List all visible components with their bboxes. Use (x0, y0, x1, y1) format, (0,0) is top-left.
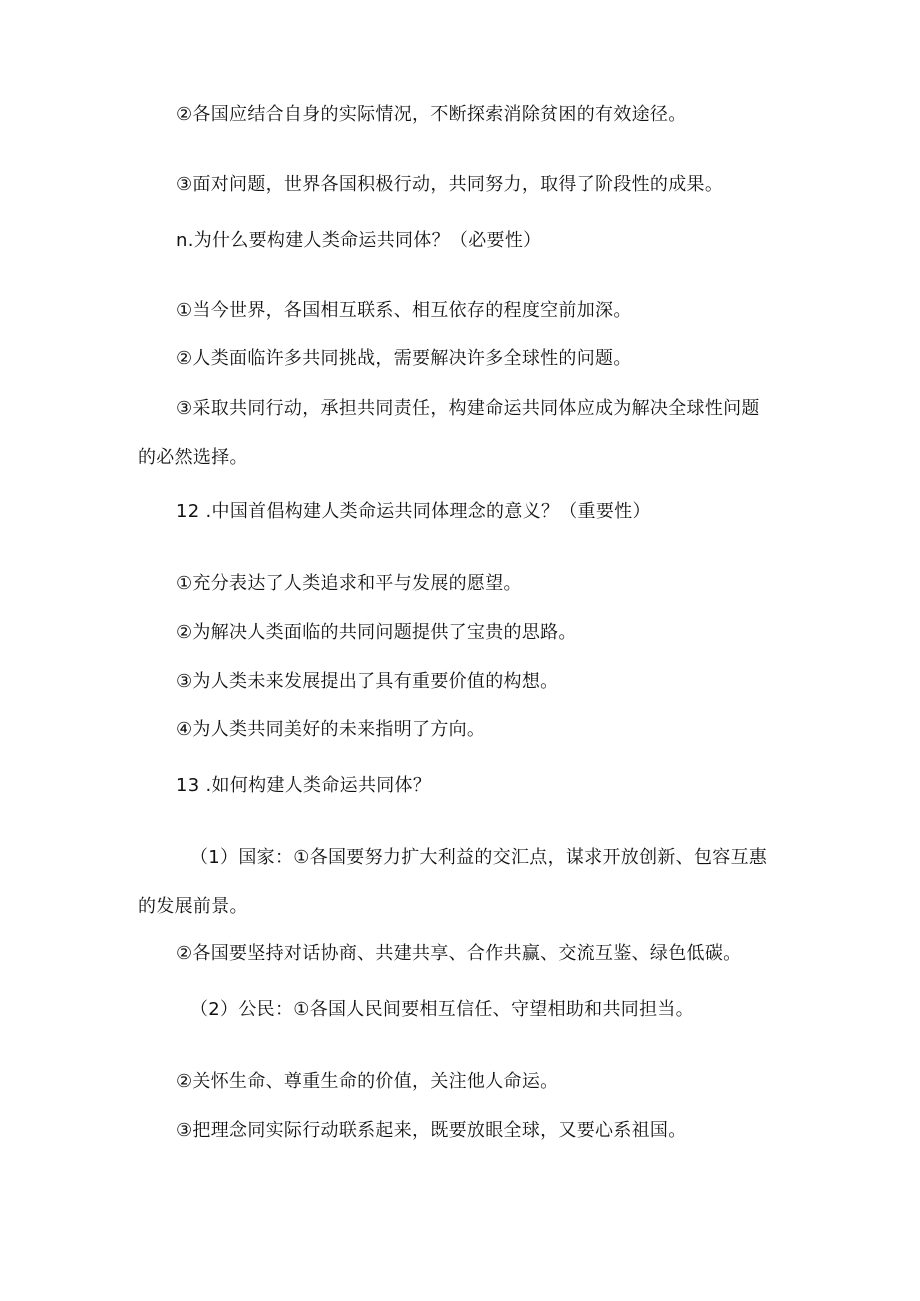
paragraph-line: ②各国应结合自身的实际情况，不断探索消除贫困的有效途径。 (176, 104, 687, 125)
paragraph-line: ④为人类共同美好的未来指明了方向。 (176, 719, 486, 740)
section-heading: 13 .如何构建人类命运共同体？ (176, 775, 432, 796)
paragraph-line: （2）公民：①各国人民间要相互信任、守望相助和共同担当。 (190, 999, 694, 1020)
paragraph-line-continuation: 的必然选择。 (138, 447, 248, 468)
paragraph-line-continuation: 的发展前景。 (138, 896, 248, 917)
section-heading: 12 .中国首倡构建人类命运共同体理念的意义？（重要性） (176, 501, 651, 522)
paragraph-line: ①当今世界，各国相互联系、相互依存的程度空前加深。 (176, 300, 632, 321)
paragraph-line: （1）国家：①各国要努力扩大利益的交汇点，谋求开放创新、包容互惠 (190, 847, 768, 868)
paragraph-line: ③把理念同实际行动联系起来，既要放眼全球，又要心系祖国。 (176, 1120, 687, 1141)
section-heading: n.为什么要构建人类命运共同体？（必要性） (176, 230, 542, 251)
paragraph-line: ②人类面临许多共同挑战，需要解决许多全球性的问题。 (176, 348, 632, 369)
paragraph-line: ②各国要坚持对话协商、共建共享、合作共赢、交流互鉴、绿色低碳。 (176, 943, 742, 964)
paragraph-line: ②为解决人类面临的共同问题提供了宝贵的思路。 (176, 622, 577, 643)
paragraph-line: ③面对问题，世界各国积极行动，共同努力，取得了阶段性的成果。 (176, 174, 724, 195)
paragraph-line: ①充分表达了人类追求和平与发展的愿望。 (176, 573, 522, 594)
paragraph-line: ③为人类未来发展提出了具有重要价值的构想。 (176, 671, 559, 692)
paragraph-line: ②关怀生命、尊重生命的价值，关注他人命运。 (176, 1071, 559, 1092)
paragraph-line: ③采取共同行动，承担共同责任，构建命运共同体应成为解决全球性问题 (176, 398, 760, 419)
